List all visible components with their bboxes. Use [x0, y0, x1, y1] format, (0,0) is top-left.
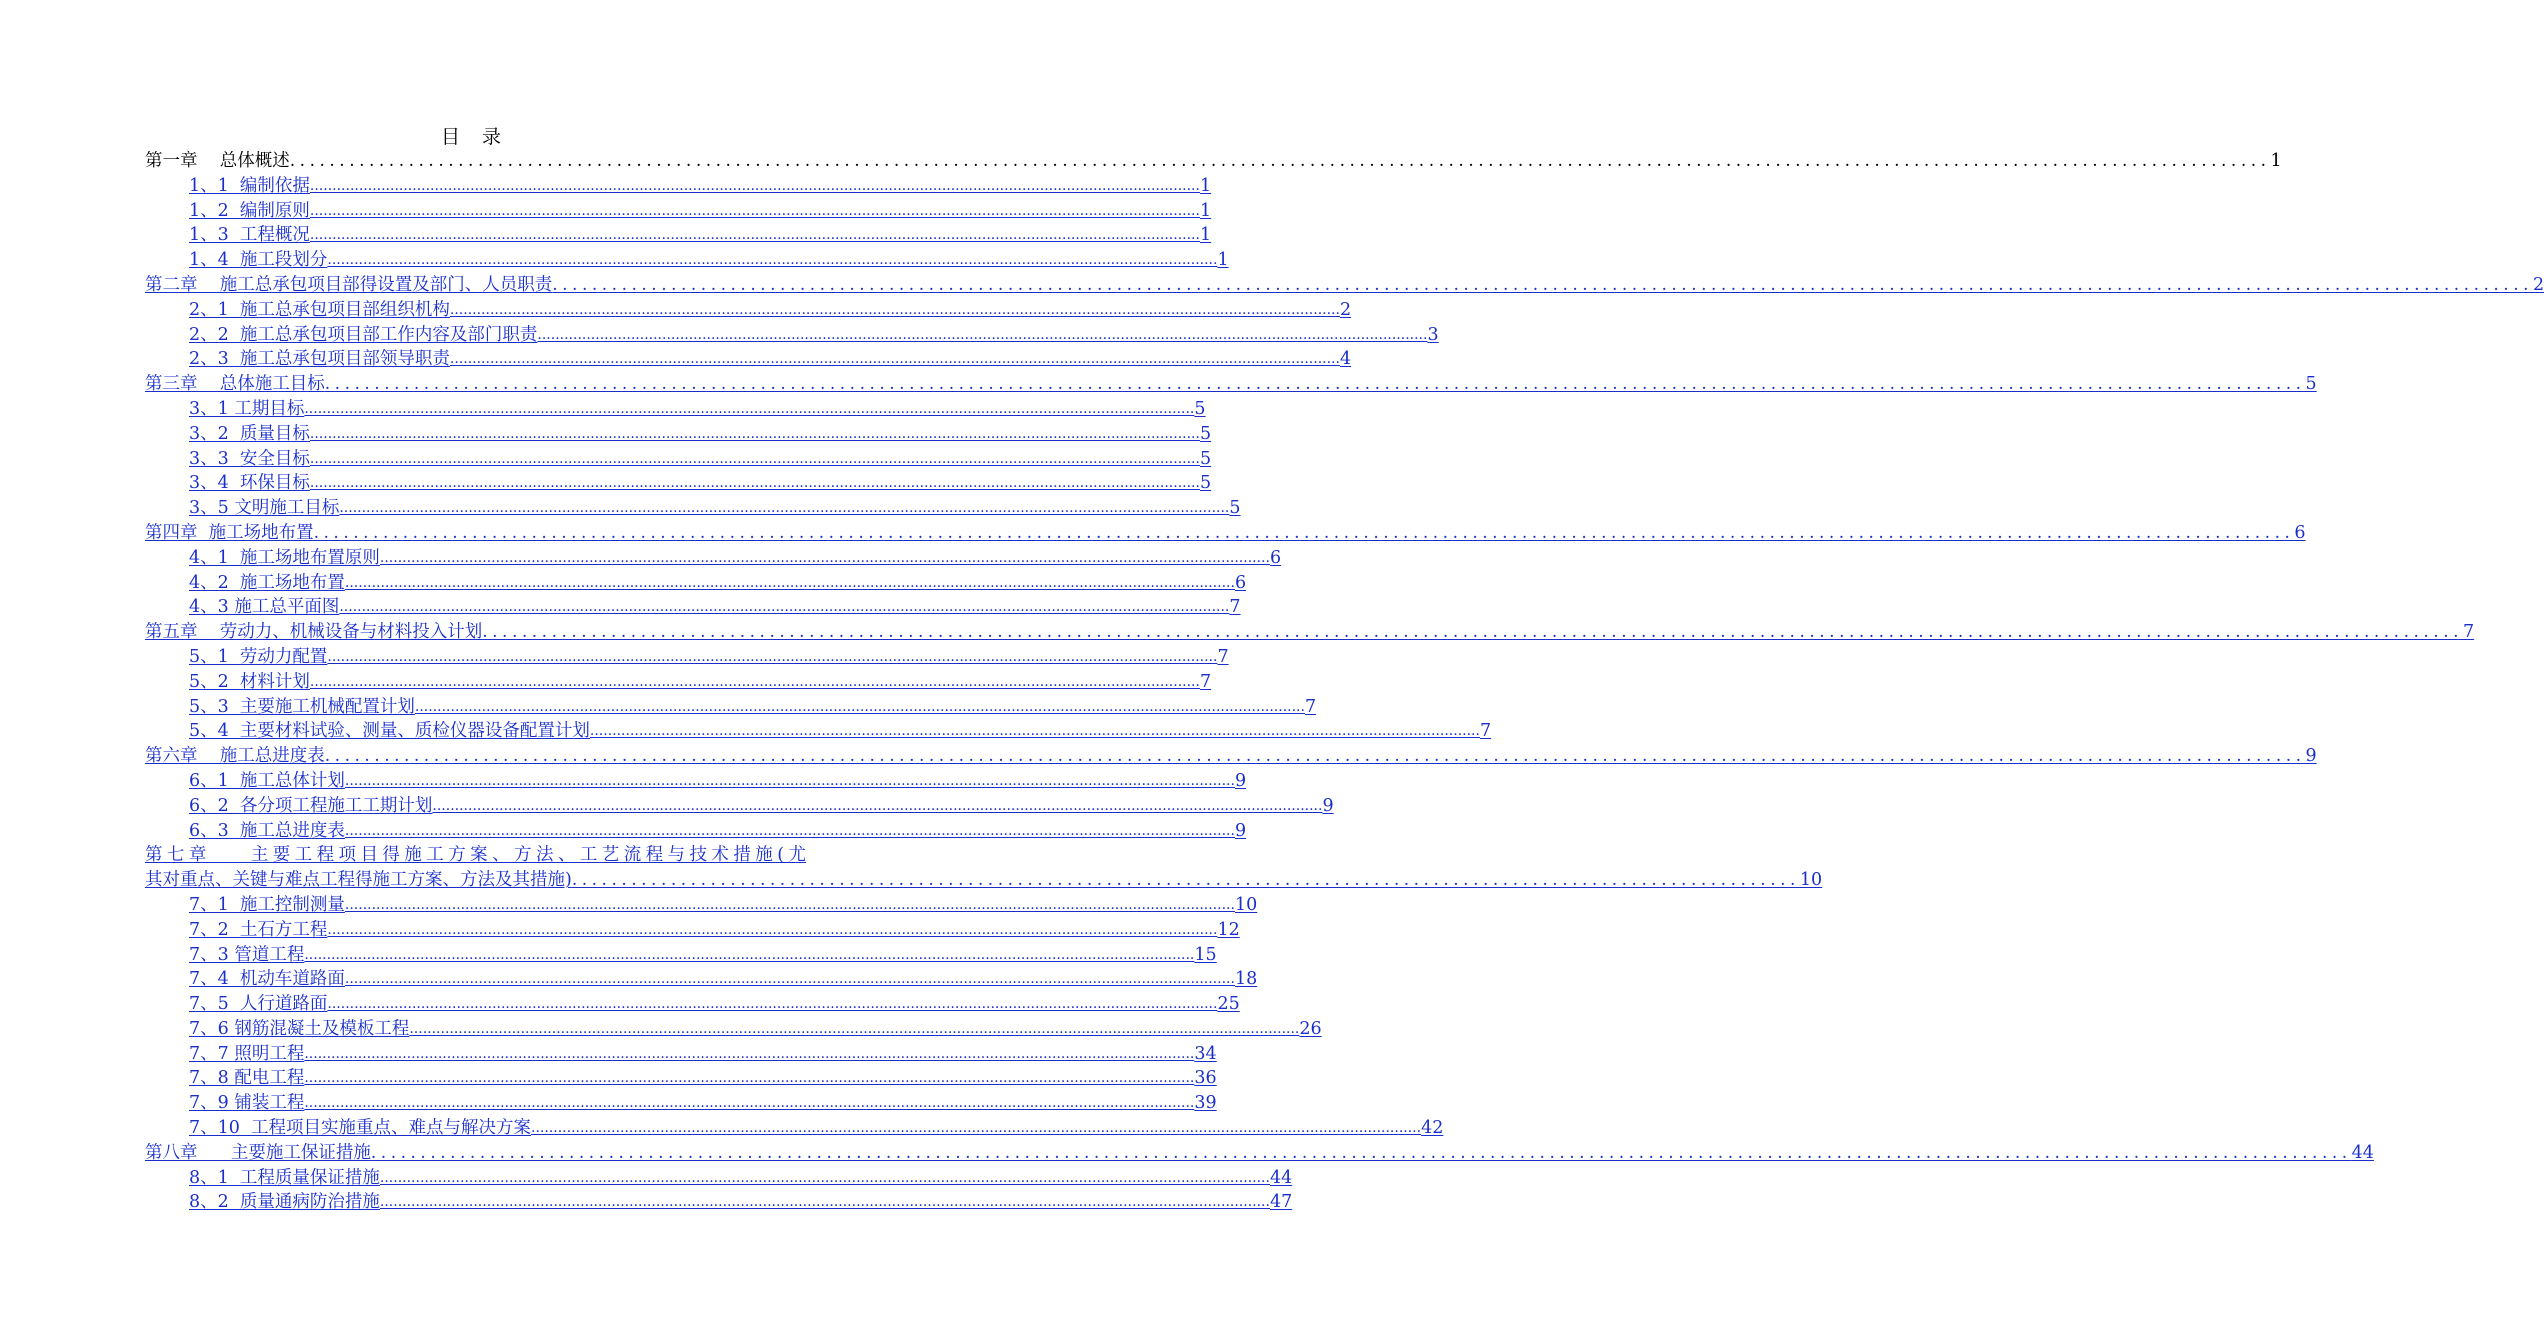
toc-entry-section[interactable] [145, 323, 1439, 348]
toc-entry-label: 4、2 施工场地布置 [189, 572, 345, 593]
toc-entry-label: 第三章 总体施工目标 [145, 374, 325, 395]
toc-page-number: 6 [2294, 522, 2306, 543]
toc-leader-dots: ........................................................................................................................................................................................................ [370, 1142, 2352, 1163]
toc-entry-label: 4、1 施工场地布置原则 [189, 547, 380, 568]
toc-page-number: 34 [1194, 1043, 1217, 1064]
toc-entry-label: 3、3 安全目标 [189, 448, 310, 469]
toc-page-number: 5 [1199, 423, 1212, 444]
toc-page-number: 1 [1199, 200, 1212, 221]
toc-entry-section[interactable] [145, 471, 1212, 496]
toc-entry-section[interactable] [145, 769, 1247, 794]
toc-entry-label: 1、3 工程概况 [189, 225, 310, 246]
toc-entry-section[interactable] [145, 943, 1217, 968]
toc-page-number: 5 [1199, 448, 1212, 469]
toc-entry-section[interactable] [145, 967, 1258, 992]
toc-entry-label: 第五章 劳动力、机械设备与材料投入计划 [145, 622, 483, 643]
toc-page-number: 12 [1217, 919, 1240, 940]
toc-entry-section[interactable] [145, 670, 1212, 695]
toc-entry-label: 1、2 编制原则 [189, 200, 310, 221]
toc-entry-chapter-7-line-2[interactable] [145, 868, 1823, 893]
toc-entry-label: 5、3 主要施工机械配置计划 [189, 696, 415, 717]
toc-page-number: 7 [1304, 696, 1317, 717]
toc-entry-chapter[interactable] [145, 372, 2317, 397]
toc-entry-label: 8、1 工程质量保证措施 [189, 1167, 380, 1188]
toc-entry-label: 7、9 铺装工程 [189, 1093, 305, 1114]
toc-leader-dots: ............................................................................................................................ [571, 870, 1800, 891]
toc-entry-label: 7、8 配电工程 [189, 1068, 305, 1089]
toc-entry-label: 7、4 机动车道路面 [189, 969, 345, 990]
toc-entry-label: 第一章 总体概述 [145, 151, 290, 171]
toc-page-number: 7 [1229, 597, 1241, 618]
toc-entry-label: 第六章 施工总进度表 [145, 746, 325, 767]
toc-leader-dots: ........................................................................................................................................................................................................ [327, 996, 1218, 1013]
toc-entry-label: 7、5 人行道路面 [189, 994, 328, 1015]
toc-entry-label: 8、2 质量通病防治措施 [189, 1192, 380, 1213]
toc-entry-section[interactable] [145, 719, 1492, 744]
toc-page-number: 9 [1234, 770, 1247, 791]
toc-entry-label: 3、1 工期目标 [189, 398, 305, 419]
toc-entry-label: 2、2 施工总承包项目部工作内容及部门职责 [189, 324, 538, 345]
toc-leader-dots: ........................................................................................................................................................................................................ [344, 822, 1235, 839]
toc-page-number: 5 [1199, 473, 1212, 494]
toc-leader-dots: ........................................................................................................................................................................................................ [327, 921, 1218, 938]
toc-leader-dots: ........................................................................................................................................................................................................ [409, 1020, 1300, 1037]
toc-page-number: 1 [1199, 225, 1212, 246]
toc-entry-section[interactable] [145, 422, 1212, 447]
toc-leader-dots: ........................................................................................................................................................................................................ [537, 326, 1428, 343]
toc-leader-dots: ........................................................................................................................................................................................................ [432, 797, 1323, 814]
toc-entry-section[interactable] [145, 397, 1206, 422]
toc-entry-section[interactable] [145, 992, 1240, 1017]
toc-leader-dots: ........................................................................................................................................................................................................ [309, 450, 1200, 467]
toc-leader-dots: ........................................................................................................................................................................................................ [589, 723, 1480, 740]
toc-entry-section[interactable] [145, 447, 1212, 472]
toc-entry-label: 2、1 施工总承包项目部组织机构 [189, 299, 450, 320]
toc-leader-dots: ........................................................................................................................................................................................................ [324, 746, 2306, 767]
toc-leader-dots: ........................................................................................................................................................................................................ [304, 1095, 1195, 1112]
toc-leader-dots: ........................................................................................................................................................................................................ [327, 648, 1218, 665]
toc-page-number: 42 [1421, 1118, 1444, 1139]
toc-entry-chapter[interactable] [145, 620, 2475, 645]
toc-entry-chapter[interactable] [145, 1141, 2374, 1166]
toc-page-number: 4 [1339, 349, 1352, 370]
toc-page-number: 9 [2305, 746, 2317, 767]
toc-entry-label: 第二章 施工总承包项目部得设置及部门、人员职责 [145, 274, 553, 295]
toc-entry-label: 7、2 土石方工程 [189, 919, 328, 940]
toc-leader-dots: ........................................................................................................................................................................................................ [339, 500, 1230, 517]
toc-leader-dots: ........................................................................................................................................................................................................ [379, 1169, 1270, 1186]
toc-entry-label: 4、3 施工总平面图 [189, 597, 340, 618]
toc-entry-section[interactable] [145, 918, 1240, 943]
toc-leader-dots: ........................................................................................................................................................................................................ [344, 574, 1235, 591]
toc-leader-dots: ........................................................................................................................................................................................................ [289, 151, 2271, 171]
toc-entry-label: 3、4 环保目标 [189, 473, 310, 494]
toc-page-number: 2 [1339, 299, 1352, 320]
toc-entry-section[interactable] [145, 1017, 1322, 1042]
toc-entry-section[interactable] [145, 223, 1212, 248]
toc-leader-dots: ........................................................................................................................................................................................................ [449, 301, 1340, 318]
toc-entry-label: 第八章 主要施工保证措施 [145, 1142, 371, 1163]
toc-entry-label: 3、2 质量目标 [189, 423, 310, 444]
toc-page-number: 7 [1199, 671, 1212, 692]
toc-page-number: 25 [1217, 994, 1240, 1015]
toc-entry-label: 7、7 照明工程 [189, 1043, 305, 1064]
toc-entry-section[interactable] [145, 695, 1317, 720]
toc-leader-dots: ........................................................................................................................................................................................................ [309, 475, 1200, 492]
toc-entry-chapter-7-line-1[interactable] [145, 843, 806, 868]
toc-entry-label: 5、2 材料计划 [189, 671, 310, 692]
toc-leader-dots: ........................................................................................................................................................................................................ [309, 673, 1200, 690]
toc-leader-dots: ........................................................................................................................................................................................................ [324, 374, 2306, 395]
toc-page-number: 18 [1234, 969, 1258, 990]
toc-page-number: 5 [2305, 374, 2317, 395]
toc-entry-section[interactable] [145, 794, 1334, 819]
toc-entry-section[interactable] [145, 893, 1258, 918]
toc-leader-dots: ........................................................................................................................................................................................................ [313, 522, 2295, 543]
toc-page-number: 6 [1234, 572, 1247, 593]
toc-leader-dots: ........................................................................................................................................................................................................ [304, 1045, 1195, 1062]
toc-entry-chapter[interactable] [145, 273, 2544, 298]
toc-page-number: 1 [2270, 151, 2282, 171]
toc-entry-section[interactable] [145, 174, 1212, 199]
toc-page-number: 9 [1322, 795, 1334, 816]
toc-entry-label: 7、1 施工控制测量 [189, 894, 345, 915]
toc-entry-section[interactable] [145, 595, 1241, 620]
toc-entry-section[interactable] [145, 1042, 1217, 1067]
toc-leader-dots: ........................................................................................................................................................................................................ [414, 698, 1305, 715]
toc-entry-section[interactable] [145, 571, 1247, 596]
toc-page-number: 2 [2533, 274, 2544, 295]
toc-entry-section[interactable] [145, 645, 1229, 670]
toc-entry-section[interactable] [145, 1066, 1217, 1091]
toc-page-number: 7 [1479, 721, 1492, 742]
toc-entry-section[interactable] [145, 347, 1352, 372]
toc-entry-section[interactable] [145, 248, 1229, 273]
toc-page-number: 47 [1269, 1192, 1293, 1213]
toc-entry-chapter[interactable] [145, 744, 2317, 769]
toc-leader-dots: ........................................................................................................................................................................................................ [449, 351, 1340, 368]
toc-entry-label: 7、10 工程项目实施重点、难点与解决方案 [189, 1118, 532, 1139]
toc-entry-section[interactable] [145, 199, 1212, 224]
toc-leader-dots: ........................................................................................................................................................................................................ [304, 400, 1195, 417]
toc-leader-dots: ........................................................................................................................................................................................................ [344, 896, 1235, 913]
toc-entry-label: 第七章 主要工程项目得施工方案、方法、工艺流程与技术措施(尤 [145, 845, 806, 866]
toc-leader-dots: ........................................................................................................................................................................................................ [309, 227, 1200, 244]
toc-entry-label: 6、1 施工总体计划 [189, 770, 345, 791]
toc-entry-section[interactable] [145, 1091, 1217, 1116]
toc-leader-dots: ........................................................................................................................................................................................................ [531, 1120, 1422, 1137]
toc-entry-label: 1、1 编制依据 [189, 175, 310, 196]
toc-page-number: 6 [1269, 547, 1282, 568]
toc-entries-group [145, 149, 2544, 843]
toc-entry-section[interactable] [145, 546, 1282, 571]
toc-leader-dots: ........................................................................................................................................................................................................ [339, 599, 1230, 616]
toc-page-number: 39 [1194, 1093, 1217, 1114]
toc-page-number: 44 [1269, 1167, 1293, 1188]
toc-leader-dots: ........................................................................................................................................................................................................ [309, 177, 1200, 194]
toc-leader-dots: ........................................................................................................................................................................................................ [344, 971, 1235, 988]
toc-leader-dots: ........................................................................................................................................................................................................ [552, 274, 2534, 295]
toc-entries-group [145, 893, 2374, 1215]
toc-entry-label: 7、6 钢筋混凝土及模板工程 [189, 1018, 410, 1039]
toc-leader-dots: ........................................................................................................................................................................................................ [309, 202, 1200, 219]
toc-leader-dots: ........................................................................................................................................................................................................ [304, 946, 1195, 963]
toc-entry-label: 第四章 施工场地布置 [145, 522, 314, 543]
toc-entry-label: 1、4 施工段划分 [189, 250, 328, 271]
toc-page-number: 9 [1234, 820, 1247, 841]
toc-entry-section[interactable] [145, 1190, 1293, 1215]
toc-leader-dots: ........................................................................................................................................................................................................ [309, 425, 1200, 442]
toc-entry-label: 2、3 施工总承包项目部领导职责 [189, 349, 450, 370]
toc-entry-chapter[interactable] [145, 149, 2282, 174]
toc-leader-dots: ........................................................................................................................................................................................................ [327, 252, 1218, 269]
toc-entry-label: 3、5 文明施工目标 [189, 498, 340, 519]
toc-title: 目 录 [440, 126, 510, 148]
toc-entry-section[interactable] [145, 819, 1247, 844]
toc-entry-section[interactable] [145, 1116, 1444, 1141]
toc-page-number: 26 [1299, 1018, 1322, 1039]
toc-entry-label: 5、4 主要材料试验、测量、质检仪器设备配置计划 [189, 721, 590, 742]
toc-page-number: 5 [1229, 498, 1241, 519]
toc-leader-dots: ........................................................................................................................................................................................................ [379, 549, 1270, 566]
toc-entry-section[interactable] [145, 298, 1352, 323]
toc-leader-dots: ........................................................................................................................................................................................................ [344, 772, 1235, 789]
toc-entry-section[interactable] [145, 1166, 1293, 1191]
toc-page-number: 7 [2463, 622, 2475, 643]
toc-page-number: 44 [2351, 1142, 2374, 1163]
toc-entry-label: 6、2 各分项工程施工工期计划 [189, 795, 433, 816]
toc-page-number: 7 [1217, 646, 1229, 667]
toc-page-number: 1 [1199, 175, 1212, 196]
toc-page-number: 15 [1194, 944, 1217, 965]
toc-entry-label: 6、3 施工总进度表 [189, 820, 345, 841]
toc-page-number: 36 [1194, 1068, 1217, 1089]
toc-entry-label: 5、1 劳动力配置 [189, 646, 328, 667]
toc-page-number: 3 [1427, 324, 1439, 345]
toc-entry-section[interactable] [145, 496, 1241, 521]
toc-leader-dots: ........................................................................................................................................................................................................ [482, 622, 2464, 643]
toc-entry-label: 其对重点、关键与难点工程得施工方案、方法及其措施) [145, 870, 572, 891]
toc-entry-label: 7、3 管道工程 [189, 944, 305, 965]
toc-page-number: 1 [1217, 250, 1229, 271]
toc-entry-chapter[interactable] [145, 521, 2306, 546]
toc-page-number: 10 [1234, 894, 1258, 915]
toc-leader-dots: ........................................................................................................................................................................................................ [379, 1194, 1270, 1211]
toc-page-number: 10 [1799, 870, 1823, 891]
toc-page-number: 5 [1194, 398, 1206, 419]
table-of-contents [145, 149, 2544, 1215]
toc-leader-dots: ........................................................................................................................................................................................................ [304, 1070, 1195, 1087]
